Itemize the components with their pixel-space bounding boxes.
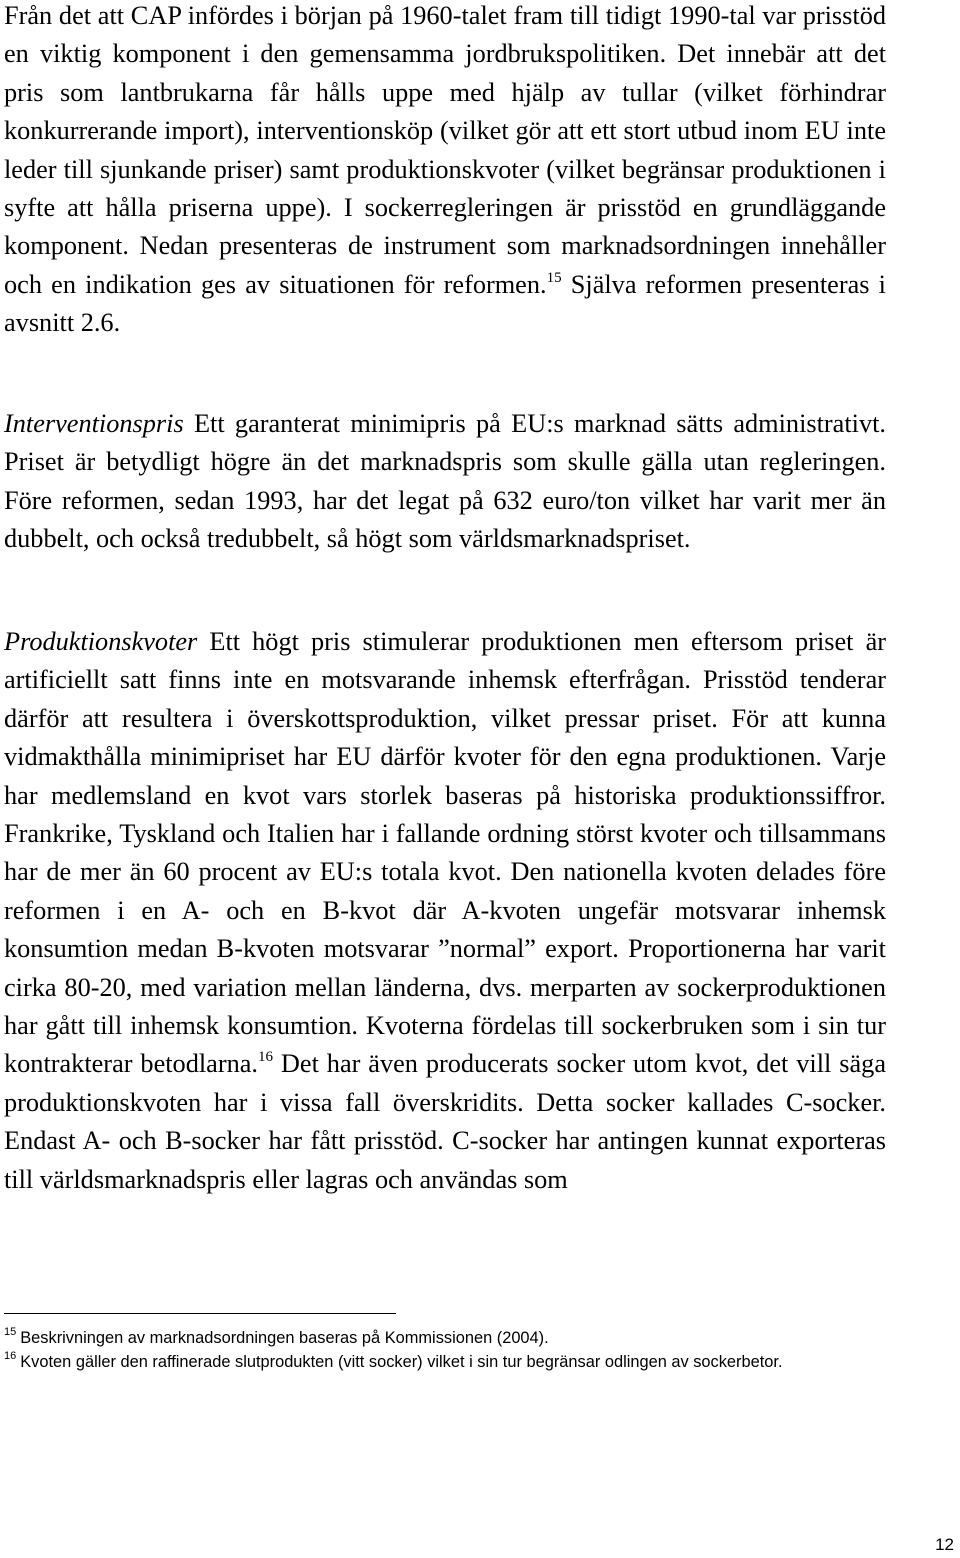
footnote-16-number: 16 bbox=[4, 1350, 17, 1362]
footnote-separator bbox=[4, 1313, 396, 1314]
footnote-ref-16[interactable]: 16 bbox=[257, 1049, 273, 1066]
body-paragraph-produktionskvoter bbox=[4, 623, 886, 1199]
paragraph-3-text-b: Det har även producerats socker utom kvot, det vill säga produktionskvoten har i vissa fall överskridits. Detta socker kallades C-socker. Endast A- och B-socker har fått prisstöd. C-socker har antingen kunnat exporteras till världsmarknadspris eller lagras och användas som bbox=[4, 1049, 887, 1194]
term-produktionskvoter: Produktionskvoter bbox=[4, 627, 198, 656]
paragraph-1-text-b: Själva reformen presenteras i avsnitt 2.6. bbox=[4, 269, 886, 338]
footnote-15-number: 15 bbox=[4, 1326, 17, 1338]
footnote-15 bbox=[4, 1327, 886, 1349]
footnote-15-text: Beskrivningen av marknadsordningen baseras på Kommissionen (2004). bbox=[20, 1329, 549, 1347]
body-paragraph-1 bbox=[4, 0, 886, 343]
footnote-16-text: Kvoten gäller den raffinerade slutprodukten (vitt socker) vilket i sin tur begränsar odlingen av sockerbetor. bbox=[20, 1353, 783, 1371]
term-interventionspris: Interventionspris bbox=[4, 409, 184, 438]
footnote-ref-15[interactable]: 15 bbox=[546, 269, 562, 286]
footnote-16 bbox=[4, 1351, 886, 1373]
page-number: 12 bbox=[935, 1535, 954, 1554]
paragraph-3-text-a: Ett högt pris stimulerar produktionen men eftersom priset är artificiellt satt finns inte en motsvarande inhemsk efterfrågan. Prisstöd tenderar därför att resultera i överskottsproduktion, vilket pressar priset. För att kunna vidmakthålla minimipriset har EU därför kvoter för den egna produktionen. Varje har medlemsland en kvot vars storlek baseras på historiska produktionssiffror. Frankrike, Tyskland och Italien har i fallande ordning störst kvoter och tillsammans har de mer än 60 procent av EU:s totala kvot. Den nationella kvoten delades före reformen i en A- och en B-kvot där A-kvoten ungefär motsvarar inhemsk konsumtion medan B-kvoten motsvarar ”normal” export. Proportionerna har varit cirka 80-20, med variation mellan länderna, dvs. merparten av sockerproduktionen har gått till inhemsk konsumtion. Kvoterna fördelas till sockerbruken som i sin tur kontrakterar betodlarna. bbox=[4, 627, 886, 1079]
paragraph-1-text-a: Från det att CAP infördes i början på 1960-talet fram till tidigt 1990-tal var prisstöd en viktig komponent i den gemensamma jordbrukspolitiken. Det innebär att det pris som lantbrukarna får hålls uppe med hjälp av tullar (vilket förhindrar konkurrerande import), interventionsköp (vilket gör att ett stort utbud inom EU inte leder till sjunkande priser) samt produktionskvoter (vilket begränsar produktionen i syfte att hålla priserna uppe). I sockerregleringen är prisstöd en grundläggande komponent. Nedan presenteras de instrument som marknadsordningen innehåller och en indikation ges av situationen för reformen. bbox=[4, 1, 886, 299]
paragraph-2-text: Ett garanterat minimipris på EU:s marknad sätts administrativt. Priset är betydligt högre än det marknadspris som skulle gälla utan regleringen. Före reformen, sedan 1993, har det legat på 632 euro/ton vilket har varit mer än dubbelt, och också tredubbelt, så högt som världsmarknadspriset. bbox=[4, 409, 886, 554]
body-paragraph-interventionspris bbox=[4, 405, 886, 559]
